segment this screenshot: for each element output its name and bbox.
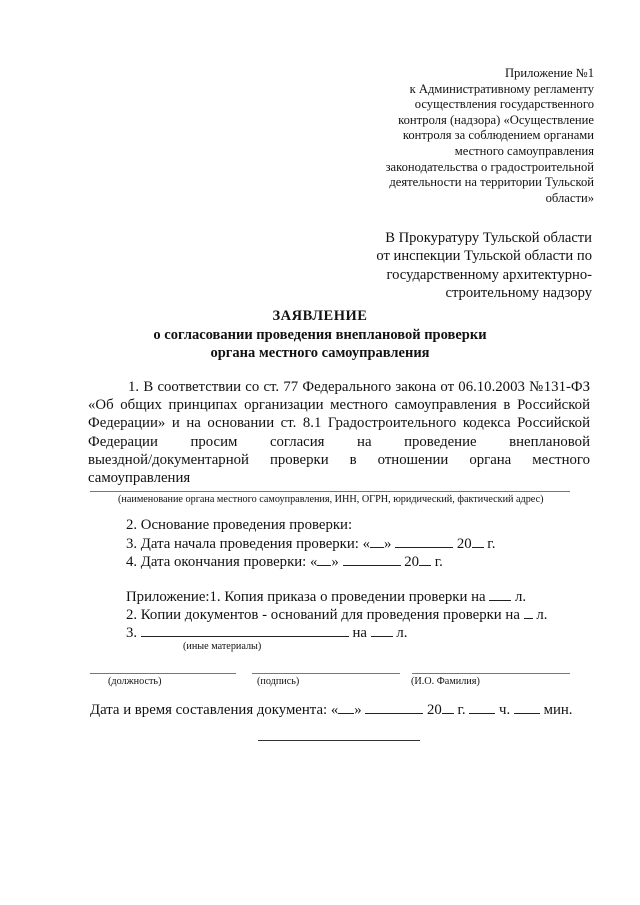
paragraph-line: Федерации просим согласия на проведение внеплановой <box>88 433 590 450</box>
paragraph-line: Федерации» и на основании ст. 8.1 Градостроительного кодекса Российской <box>88 415 590 432</box>
other-materials-caption: (иные материалы) <box>183 641 262 652</box>
year-prefix: 20 <box>456 536 472 552</box>
start-day-field[interactable] <box>370 535 384 548</box>
quote-close: » <box>331 554 339 570</box>
attachment-sheets-field[interactable] <box>371 624 393 637</box>
sheets-abbr: л. <box>396 625 408 641</box>
request-paragraph <box>88 378 590 487</box>
attachment-sheets-field[interactable] <box>524 606 533 619</box>
hours-abbr: ч. <box>499 702 511 718</box>
paragraph-line: «Об общих принципах организации местного самоуправления в Российской <box>88 397 590 414</box>
paragraph-line: самоуправления <box>88 470 191 487</box>
closing-separator <box>258 740 420 741</box>
document-subtitle: о согласовании проведения внеплановой проверки <box>153 327 487 343</box>
attachment-label: Приложение:1. Копия приказа о проведении проверки на <box>126 589 486 605</box>
year-prefix: 20 <box>427 702 442 718</box>
name-caption: (И.О. Фамилия) <box>411 676 480 687</box>
appendix-line: местного самоуправления <box>454 143 594 158</box>
year-suffix: г. <box>483 536 496 552</box>
datetime-month-field[interactable] <box>365 701 423 714</box>
start-date-label: 3. Дата начала проведения проверки: « <box>126 536 370 552</box>
attachment-label: 2. Копии документов - оснований для проведения проверки на <box>126 607 520 623</box>
appendix-line: Приложение №1 <box>504 66 594 80</box>
basis-label: 2. Основание проведения проверки: <box>126 517 353 533</box>
paragraph-line: выездной/документарной проверки в отношении органа местного <box>88 451 590 468</box>
end-date-label: 4. Дата окончания проверки: « <box>126 554 318 570</box>
datetime-minutes-field[interactable] <box>514 701 540 714</box>
start-year-field[interactable] <box>472 535 484 548</box>
end-year-field[interactable] <box>419 553 431 566</box>
on-word: на <box>352 625 368 641</box>
addressee-line: от инспекции Тульской области по <box>376 248 592 265</box>
year-suffix: г. <box>431 554 443 570</box>
document-subtitle: органа местного самоуправления <box>210 345 430 361</box>
signature-fill-line[interactable] <box>252 673 400 674</box>
paragraph-line: 1. В соответствии со ст. 77 Федерального закона от 06.10.2003 №131-ФЗ <box>128 379 590 395</box>
addressee-line: строительному надзору <box>445 285 592 302</box>
position-caption: (должность) <box>108 676 162 687</box>
appendix-line: контроля за соблюдением органами <box>402 128 594 143</box>
start-date-line <box>126 535 495 553</box>
appendix-line: контроля (надзора) «Осуществление <box>398 112 594 127</box>
appendix-line: деятельности на территории Тульской <box>389 175 594 190</box>
signature-caption: (подпись) <box>257 676 300 687</box>
appendix-line: законодательства о градостроительной <box>385 159 594 174</box>
sheets-abbr: л. <box>515 589 527 605</box>
datetime-label: Дата и время составления документа: « <box>90 702 339 718</box>
datetime-hours-field[interactable] <box>469 701 495 714</box>
attachment-sheets-field[interactable] <box>489 588 511 601</box>
other-materials-field[interactable] <box>141 624 349 637</box>
datetime-line <box>90 701 573 719</box>
appendix-reference <box>354 66 594 206</box>
datetime-day-field[interactable] <box>338 701 354 714</box>
end-date-line <box>126 553 443 571</box>
attachment-line-1 <box>126 588 526 606</box>
minutes-abbr: мин. <box>543 702 573 718</box>
addressee-line: В Прокуратуру Тульской области <box>385 230 592 246</box>
addressee-block <box>332 229 592 303</box>
year-prefix: 20 <box>404 554 420 570</box>
organization-caption: (наименование органа местного самоуправления, ИНН, ОГРН, юридический, фактический адрес) <box>118 494 544 505</box>
quote-close: » <box>354 702 362 718</box>
attachment-label: 3. <box>126 625 138 641</box>
datetime-year-field[interactable] <box>442 701 454 714</box>
attachment-line-3 <box>126 624 408 642</box>
document-title: ЗАЯВЛЕНИЕ <box>272 308 368 324</box>
appendix-line: осуществления государственного <box>414 97 594 112</box>
end-month-field[interactable] <box>343 553 401 566</box>
appendix-line: к Административному регламенту <box>409 81 594 96</box>
name-fill-line[interactable] <box>412 673 570 674</box>
attachment-line-2 <box>126 606 547 624</box>
quote-close: » <box>384 536 392 552</box>
organization-fill-line[interactable] <box>90 491 570 492</box>
position-fill-line[interactable] <box>90 673 236 674</box>
addressee-line: государственному архитектурно- <box>386 266 592 283</box>
appendix-line: области» <box>545 190 594 205</box>
end-day-field[interactable] <box>317 553 331 566</box>
sheets-abbr: л. <box>536 607 548 623</box>
year-suffix: г. <box>453 702 466 718</box>
start-month-field[interactable] <box>395 535 453 548</box>
